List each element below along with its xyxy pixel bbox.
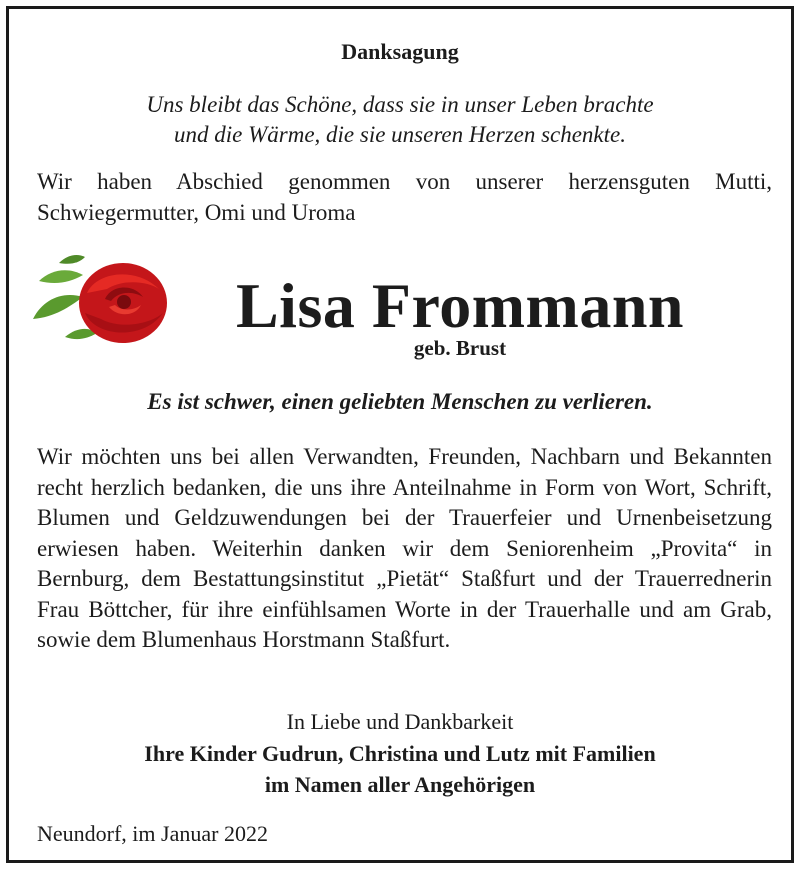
motto-line-2: und die Wärme, die sie unseren Herzen schenkte.: [174, 122, 626, 147]
motto-line-1: Uns bleibt das Schöne, dass sie in unser Leben brachte: [146, 92, 654, 117]
place-date: Neundorf, im Januar 2022: [37, 821, 268, 846]
obituary-notice: [6, 6, 794, 863]
signature-line-2: im Namen aller Angehörigen: [264, 772, 536, 797]
signature-line-1: Ihre Kinder Gudrun, Christina und Lutz mit Familien: [144, 741, 656, 766]
deceased-name: Lisa Frommann: [235, 270, 685, 341]
notice-heading: Danksagung: [341, 39, 459, 64]
intro-paragraph: Wir haben Abschied genommen von unserer herzensguten Mutti, Schwiegermutter, Omi und Uroma: [37, 169, 772, 225]
thanks-paragraph: Wir möchten uns bei allen Verwandten, Freunden, Nachbarn und Bekannten recht herzlich bedanken, die uns ihre Anteilnahme in Form von Wort, Schrift, Blumen und Geldzuwendungen bei der Trauerfeier und Urnenbeisetzung erwiesen haben. Weiterhin danken wir dem Seniorenheim „Provita“ in Bernburg, dem Bestattungsinstitut „Pietät“ Staßfurt und der Trauerrednerin Frau Böttcher, für ihre einfühlsamen Worte in der Trauerhalle und am Grab, sowie dem Blumenhaus Horstmann Staßfurt.: [37, 444, 772, 652]
quote: Es ist schwer, einen geliebten Menschen zu verlieren.: [147, 389, 653, 414]
maiden-name: geb. Brust: [413, 336, 507, 360]
greeting: In Liebe und Dankbarkeit: [286, 709, 514, 734]
